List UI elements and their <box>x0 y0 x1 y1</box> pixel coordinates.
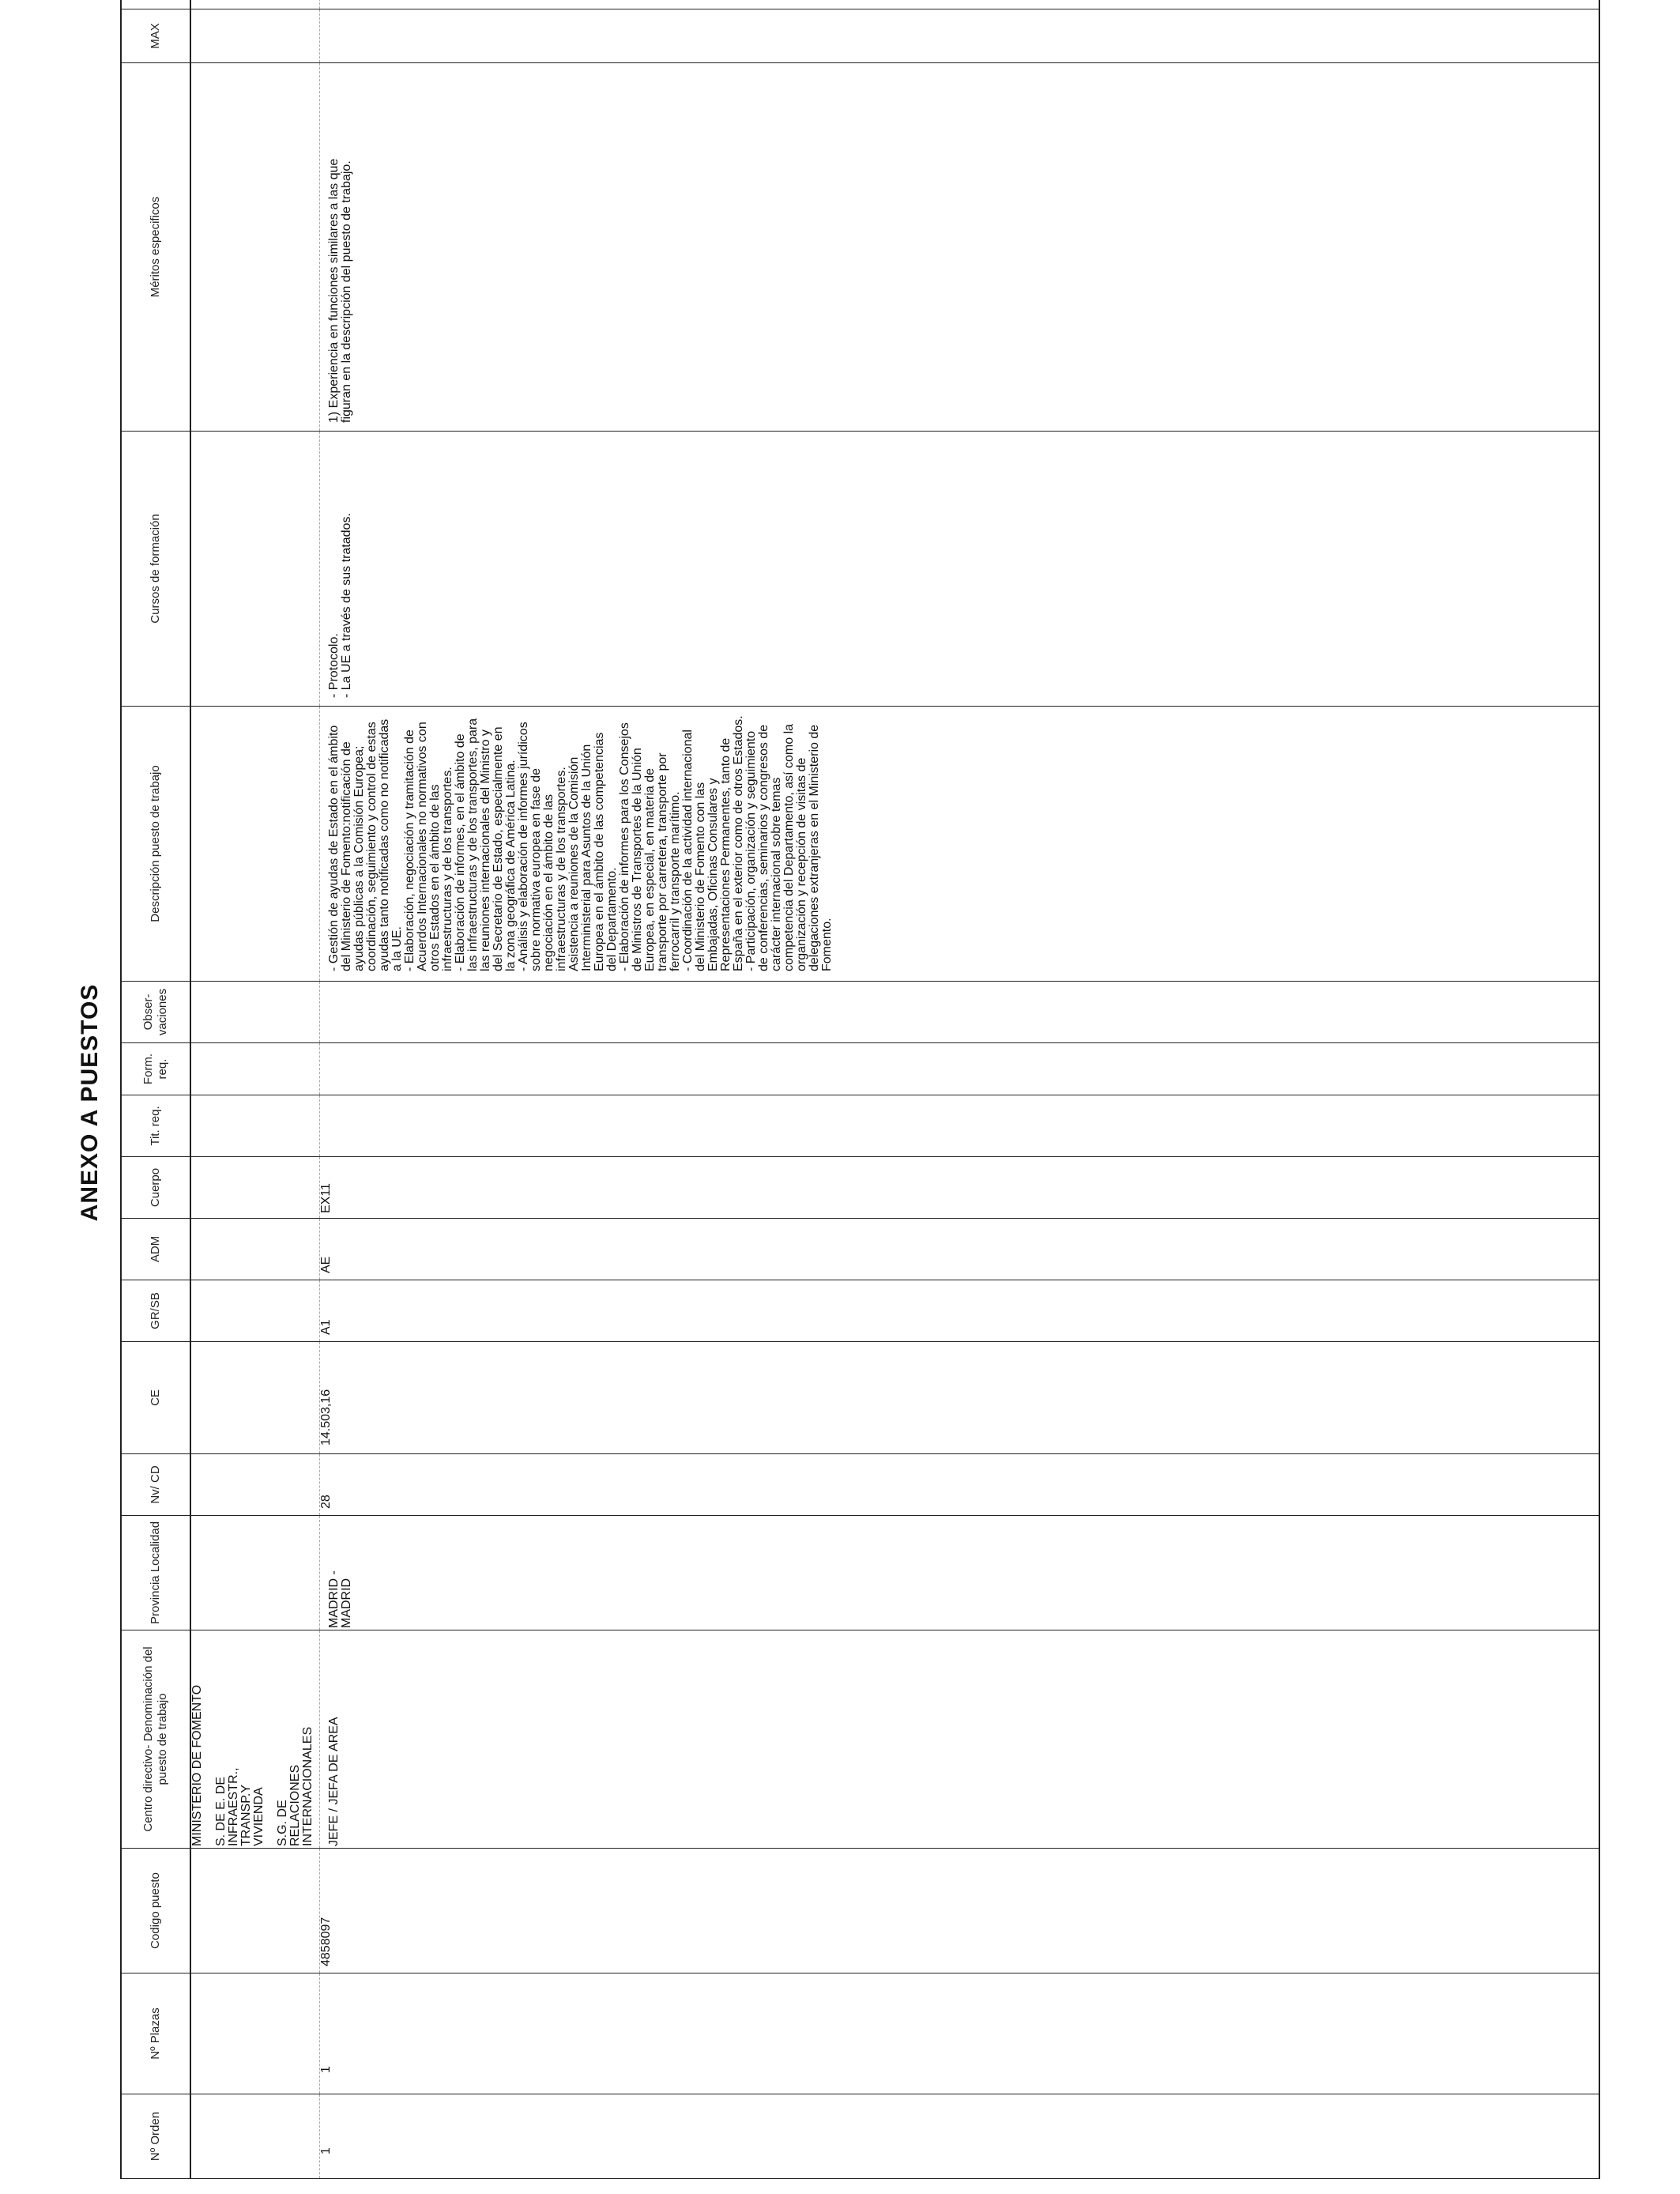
meritos-text: 1) Experiencia en funciones similares a las que figuran en la descripción del puesto de trabajo. <box>327 158 353 423</box>
descripcion-text: - Gestión de ayudas de Estado en el ámbito del Ministerio de Fomento:notificación de ayudas públicas a la Comisión Europea; coordinación, seguimiento y control de estas ayudas tanto notificadas como no notificadas a la UE. - Elaboración, negociación y tramitación de Acuerdos Internacionales no normativos con otros Estados en el ámbito de las infraestructuras y de los transportes. - Elaboración de informes, en el ámbito de las infraestructuras y de los transportes, para las reuniones internacionales del Ministro y del Secretario de Estado, especialmente en la zona geográfica de América Latina. - Análisis y elaboración de informes jurídicos sobre normativa europea en fase de negociación en el ámbito de las infraestructuras y de los transportes. Asistencia a reuniones de la Comisión Interministerial para Asuntos de la Unión Europea en el ámbito de las competencias del Departamento. - Elaboración de informes para los Consejos de Ministros de Transportes de la Unión Europea, en especial, en materia de transporte por carretera, transporte por ferrocarril y transporte marítimo. - Coordinación de la actividad internacional del Ministerio de Fomento con las Embajadas, Oficinas Consulares y Representaciones Permanentes, tanto de España en el exterior como de otros Estados. - Participación, organización y seguimiento de conferencias, seminarios y congresos de carácter internacional sobre temas competencia del Departamento, así como la organización y recepción de visitas de delegaciones extranjeras en el Ministerio de Fomento. <box>327 715 834 971</box>
header-titulacion: Tit. req. <box>121 1095 190 1157</box>
table-row <box>320 0 1600 2179</box>
cell-provincia <box>320 1516 1600 1630</box>
header-cuerpo: Cuerpo <box>121 1157 190 1219</box>
cursos-text: - Protocolo. - La UE a través de sus tratados. <box>327 513 353 698</box>
page-title: ANEXO A PUESTOS <box>77 983 103 1222</box>
header-formacion: Form. req. <box>121 1043 190 1095</box>
header-adm: ADM <box>121 1219 190 1280</box>
header-centro: Centro directivo- Denominación del puesto de trabajo <box>121 1630 190 1849</box>
secretaria-label: S. DE E. DE INFRAESTR., TRANSP.Y VIVIENDA <box>214 1767 266 1846</box>
positions-table-wrapper <box>120 17 1600 2179</box>
table-header-row <box>121 0 190 2179</box>
cell-titulacion <box>320 1095 1600 1157</box>
cell-plazas: 1 <box>320 1973 1600 2094</box>
header-nivel: Nv/ CD <box>121 1454 190 1516</box>
cell-max <box>320 9 1600 63</box>
header-descripcion: Descripción puesto de trabajo <box>121 707 190 982</box>
header-meritos: Méritos especificos <box>121 63 190 432</box>
cell-observaciones <box>320 982 1600 1043</box>
header-observaciones: Obser- vaciones <box>121 982 190 1043</box>
page-title-wrap <box>70 972 111 1233</box>
cell-formacion <box>320 1043 1600 1095</box>
cell-grupo: A1 <box>320 1280 1600 1342</box>
cell-orden: 1 <box>320 2094 1600 2179</box>
header-cursos: Cursos de formación <box>121 432 190 707</box>
cell-denominacion: JEFE / JEFA DE AREA <box>320 1630 1600 1849</box>
cell-adm: AE <box>320 1219 1600 1280</box>
header-codigo: Codigo puesto <box>121 1849 190 1973</box>
cell-nivel: 28 <box>320 1454 1600 1516</box>
cell-cursos <box>320 432 1600 707</box>
header-me <box>121 0 190 9</box>
group-header-row <box>190 0 320 2179</box>
header-max: MAX <box>121 9 190 63</box>
cell-me <box>320 0 1600 9</box>
cell-codigo: 4858097 <box>320 1849 1600 1973</box>
header-grupo: GR/SB <box>121 1280 190 1342</box>
ministerio-label: MINISTERIO DE FOMENTO <box>190 1684 204 1846</box>
header-ce: CE <box>121 1342 190 1454</box>
centro-directivo-cell <box>190 1630 320 1849</box>
cell-descripcion <box>320 707 1600 982</box>
subdireccion-label: S.G. DE RELACIONES INTERNACIONALES <box>276 1726 315 1846</box>
provincia-text: MADRID - MADRID <box>327 1570 353 1628</box>
cell-ce: 14.503,16 <box>320 1342 1600 1454</box>
positions-table <box>120 0 1600 2179</box>
header-orden: Nº Orden <box>121 2094 190 2179</box>
header-plazas: Nº Plazas <box>121 1973 190 2094</box>
header-provincia: Provincia Localidad <box>121 1516 190 1630</box>
cell-meritos <box>320 63 1600 432</box>
cell-cuerpo: EX11 <box>320 1157 1600 1219</box>
